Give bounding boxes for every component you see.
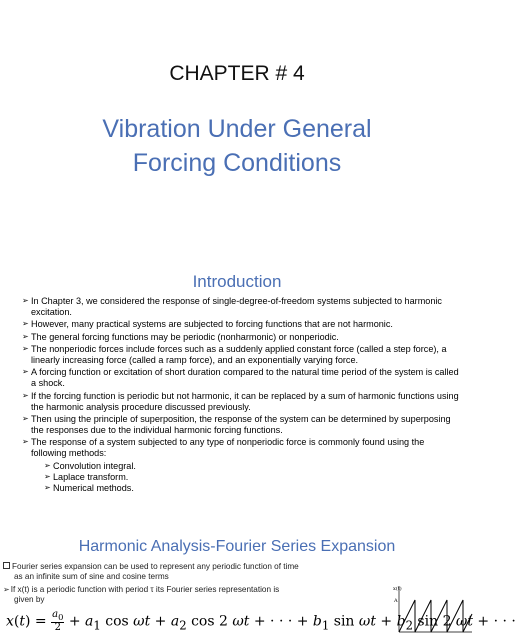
main-title	[0, 112, 474, 180]
list-item: ➢ If the forcing function is periodic but not harmonic, it can be replaced by a sum of harmonic functions using the harmonic analysis procedure discussed previously.	[22, 390, 459, 412]
arrow-bullet-icon: ➢	[22, 331, 29, 341]
fourier-line-1: Fourier series expansion can be used to represent any periodic function of time	[3, 562, 299, 572]
arrow-bullet-icon: ➢	[22, 437, 29, 447]
list-item: ➢ A forcing function or excitation of short duration compared to the natural time period of the system is called a shock.	[22, 367, 459, 389]
fourier-line-4: given by	[14, 595, 45, 604]
arrow-bullet-icon: ➢	[44, 482, 51, 492]
square-bullet-icon	[3, 562, 10, 569]
chapter-label: CHAPTER # 4	[169, 62, 305, 85]
arrow-bullet-icon: ➢	[44, 460, 51, 470]
arrow-bullet-icon: ➢	[22, 414, 29, 424]
introduction-list	[22, 296, 462, 493]
arrow-bullet-icon: ➢	[22, 390, 29, 400]
list-item: ➢ The nonperiodic forces include forces such as a suddenly applied constant force (called a step force), a linearly increasing force (called a ramp force), and an exponentially varying force.	[22, 344, 447, 366]
arrow-bullet-icon: ➢	[22, 344, 29, 354]
fourier-line-2: as an infinite sum of sine and cosine terms	[14, 572, 169, 581]
main-title-line-2: Forcing Conditions	[132, 149, 342, 177]
graph-y-label: x(t)	[393, 586, 402, 592]
method-item: ➢ Convolution integral.	[44, 460, 136, 471]
list-item: ➢ Then using the principle of superposition, the response of the system can be determined by superposing the responses due to the individual harmonic forcing functions.	[22, 414, 451, 435]
fourier-line-3: ➢If x(t) is a periodic function with period τ its Fourier series representation is	[3, 585, 280, 594]
list-item: ➢ The general forcing functions may be periodic (nonharmonic) or nonperiodic.	[22, 331, 339, 342]
sawtooth-graph	[393, 584, 473, 634]
graph-amplitude-label: A	[394, 598, 398, 604]
method-item: ➢ Laplace transform.	[44, 471, 129, 482]
introduction-slide	[0, 258, 474, 528]
arrow-bullet-icon: ➢	[3, 585, 10, 594]
list-item: ➢ However, many practical systems are subjected to forcing functions that are not harmonic.	[22, 319, 393, 330]
fourier-heading: Harmonic Analysis-Fourier Series Expansion	[78, 538, 396, 555]
main-title-line-1: Vibration Under General	[102, 115, 372, 143]
arrow-bullet-icon: ➢	[22, 367, 29, 377]
sawtooth-wave	[399, 600, 472, 632]
method-item: ➢ Numerical methods.	[44, 482, 134, 493]
list-item: ➢ The response of a system subjected to any type of nonperiodic force is commonly found using the following methods:	[22, 437, 425, 459]
arrow-bullet-icon: ➢	[22, 319, 29, 329]
list-item: ➢ In Chapter 3, we considered the response of single-degree-of-freedom systems subjected to harmonic excitation.	[22, 296, 442, 317]
arrow-bullet-icon: ➢	[44, 471, 51, 481]
fourier-series-equation: x(t) = $\frac{a_0}{2}$ + $a_1$ $\cos \omega t + a_2$ cos 2 ωt + · · · + $b_1$ $\sin \omega t + b_2$ sin 2 ωt + · · ·	[6, 609, 516, 633]
title-slide	[0, 0, 474, 255]
introduction-heading: Introduction	[192, 272, 282, 291]
fourier-slide	[0, 530, 516, 633]
arrow-bullet-icon: ➢	[22, 296, 29, 305]
